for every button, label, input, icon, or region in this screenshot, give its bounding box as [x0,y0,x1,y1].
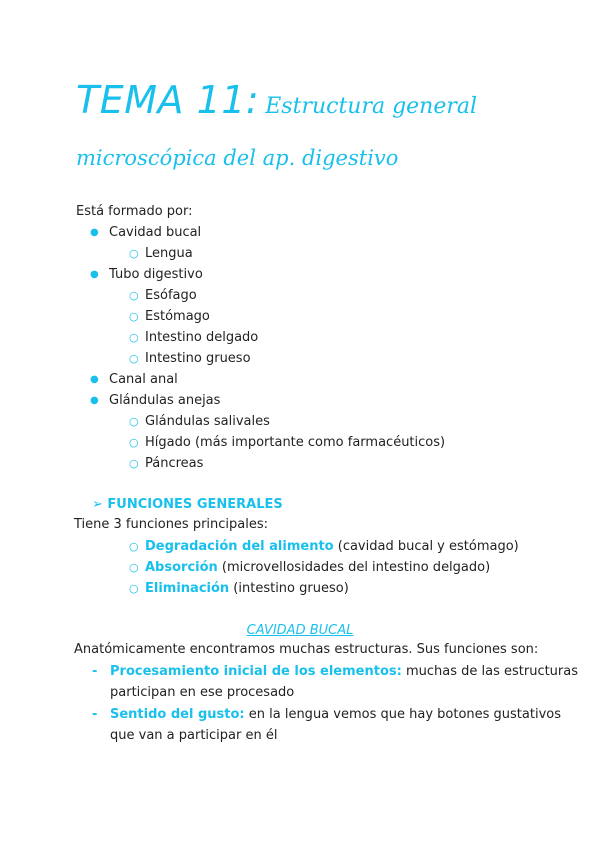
cavidad-intro: Anatómicamente encontramos muchas estructuras. Sus funciones son: [74,642,539,657]
function-item [145,580,349,598]
bullet-dot: ● [90,269,99,280]
list-item: Lengua [145,246,193,261]
section-heading-cavidad: CAVIDAD BUCAL [246,623,354,638]
title-rest: Estructura general [265,94,478,119]
bullet-circle: ○ [129,415,139,428]
page-subtitle: microscópica del ap. digestivo [76,146,399,170]
list-item: Hígado (más importante como farmacéuticos) [145,435,446,450]
bullet-circle: ○ [129,436,139,449]
list-item: Glándulas anejas [109,393,221,408]
bullet-circle: ○ [129,352,139,365]
cavidad-key: Procesamiento inicial de los elementos: [110,664,402,679]
title-main: TEMA 11: [76,78,260,122]
function-detail: (cavidad bucal y estómago) [333,539,519,554]
list-item: Estómago [145,309,210,324]
cavidad-detail: en la lengua vemos que hay botones gustativos [244,707,561,722]
bullet-dot: ● [90,374,99,385]
cavidad-item [110,706,561,724]
bullet-dot: ● [90,227,99,238]
list-item: Canal anal [109,372,178,387]
function-key: Degradación del alimento [145,539,334,554]
funciones-intro: Tiene 3 funciones principales: [74,517,269,532]
function-item [145,538,519,556]
bullet-circle: ○ [129,457,139,470]
bullet-circle: ○ [129,289,139,302]
bullet-circle: ○ [129,582,139,595]
list-item: Cavidad bucal [109,225,202,240]
cavidad-item [110,663,578,681]
bullet-circle: ○ [129,331,139,344]
function-key: Eliminación [145,581,230,596]
function-item [145,559,490,577]
cavidad-detail: muchas de las estructuras [401,664,579,679]
list-item: Intestino grueso [145,351,251,366]
list-item: Páncreas [145,456,204,471]
cavidad-item-cont: participan en ese procesado [110,685,295,700]
bullet-circle: ○ [129,540,139,553]
bullet-circle: ○ [129,310,139,323]
page-title [76,78,477,122]
list-item: Intestino delgado [145,330,259,345]
cavidad-item-cont: que van a participar en él [110,728,278,743]
list-item: Tubo digestivo [109,267,203,282]
bullet-circle: ○ [129,247,139,260]
function-key: Absorción [145,560,218,575]
dash-marker: - [92,707,98,722]
function-detail: (microvellosidades del intestino delgado) [217,560,491,575]
bullet-circle: ○ [129,561,139,574]
function-detail: (intestino grueso) [229,581,349,596]
bullet-dot: ● [90,395,99,406]
cavidad-key: Sentido del gusto: [110,707,245,722]
list-item: Glándulas salivales [145,414,270,429]
intro-text: Está formado por: [76,204,193,219]
dash-marker: - [92,664,98,679]
list-item: Esófago [145,288,197,303]
section-heading-funciones: ➢ FUNCIONES GENERALES [92,497,283,512]
